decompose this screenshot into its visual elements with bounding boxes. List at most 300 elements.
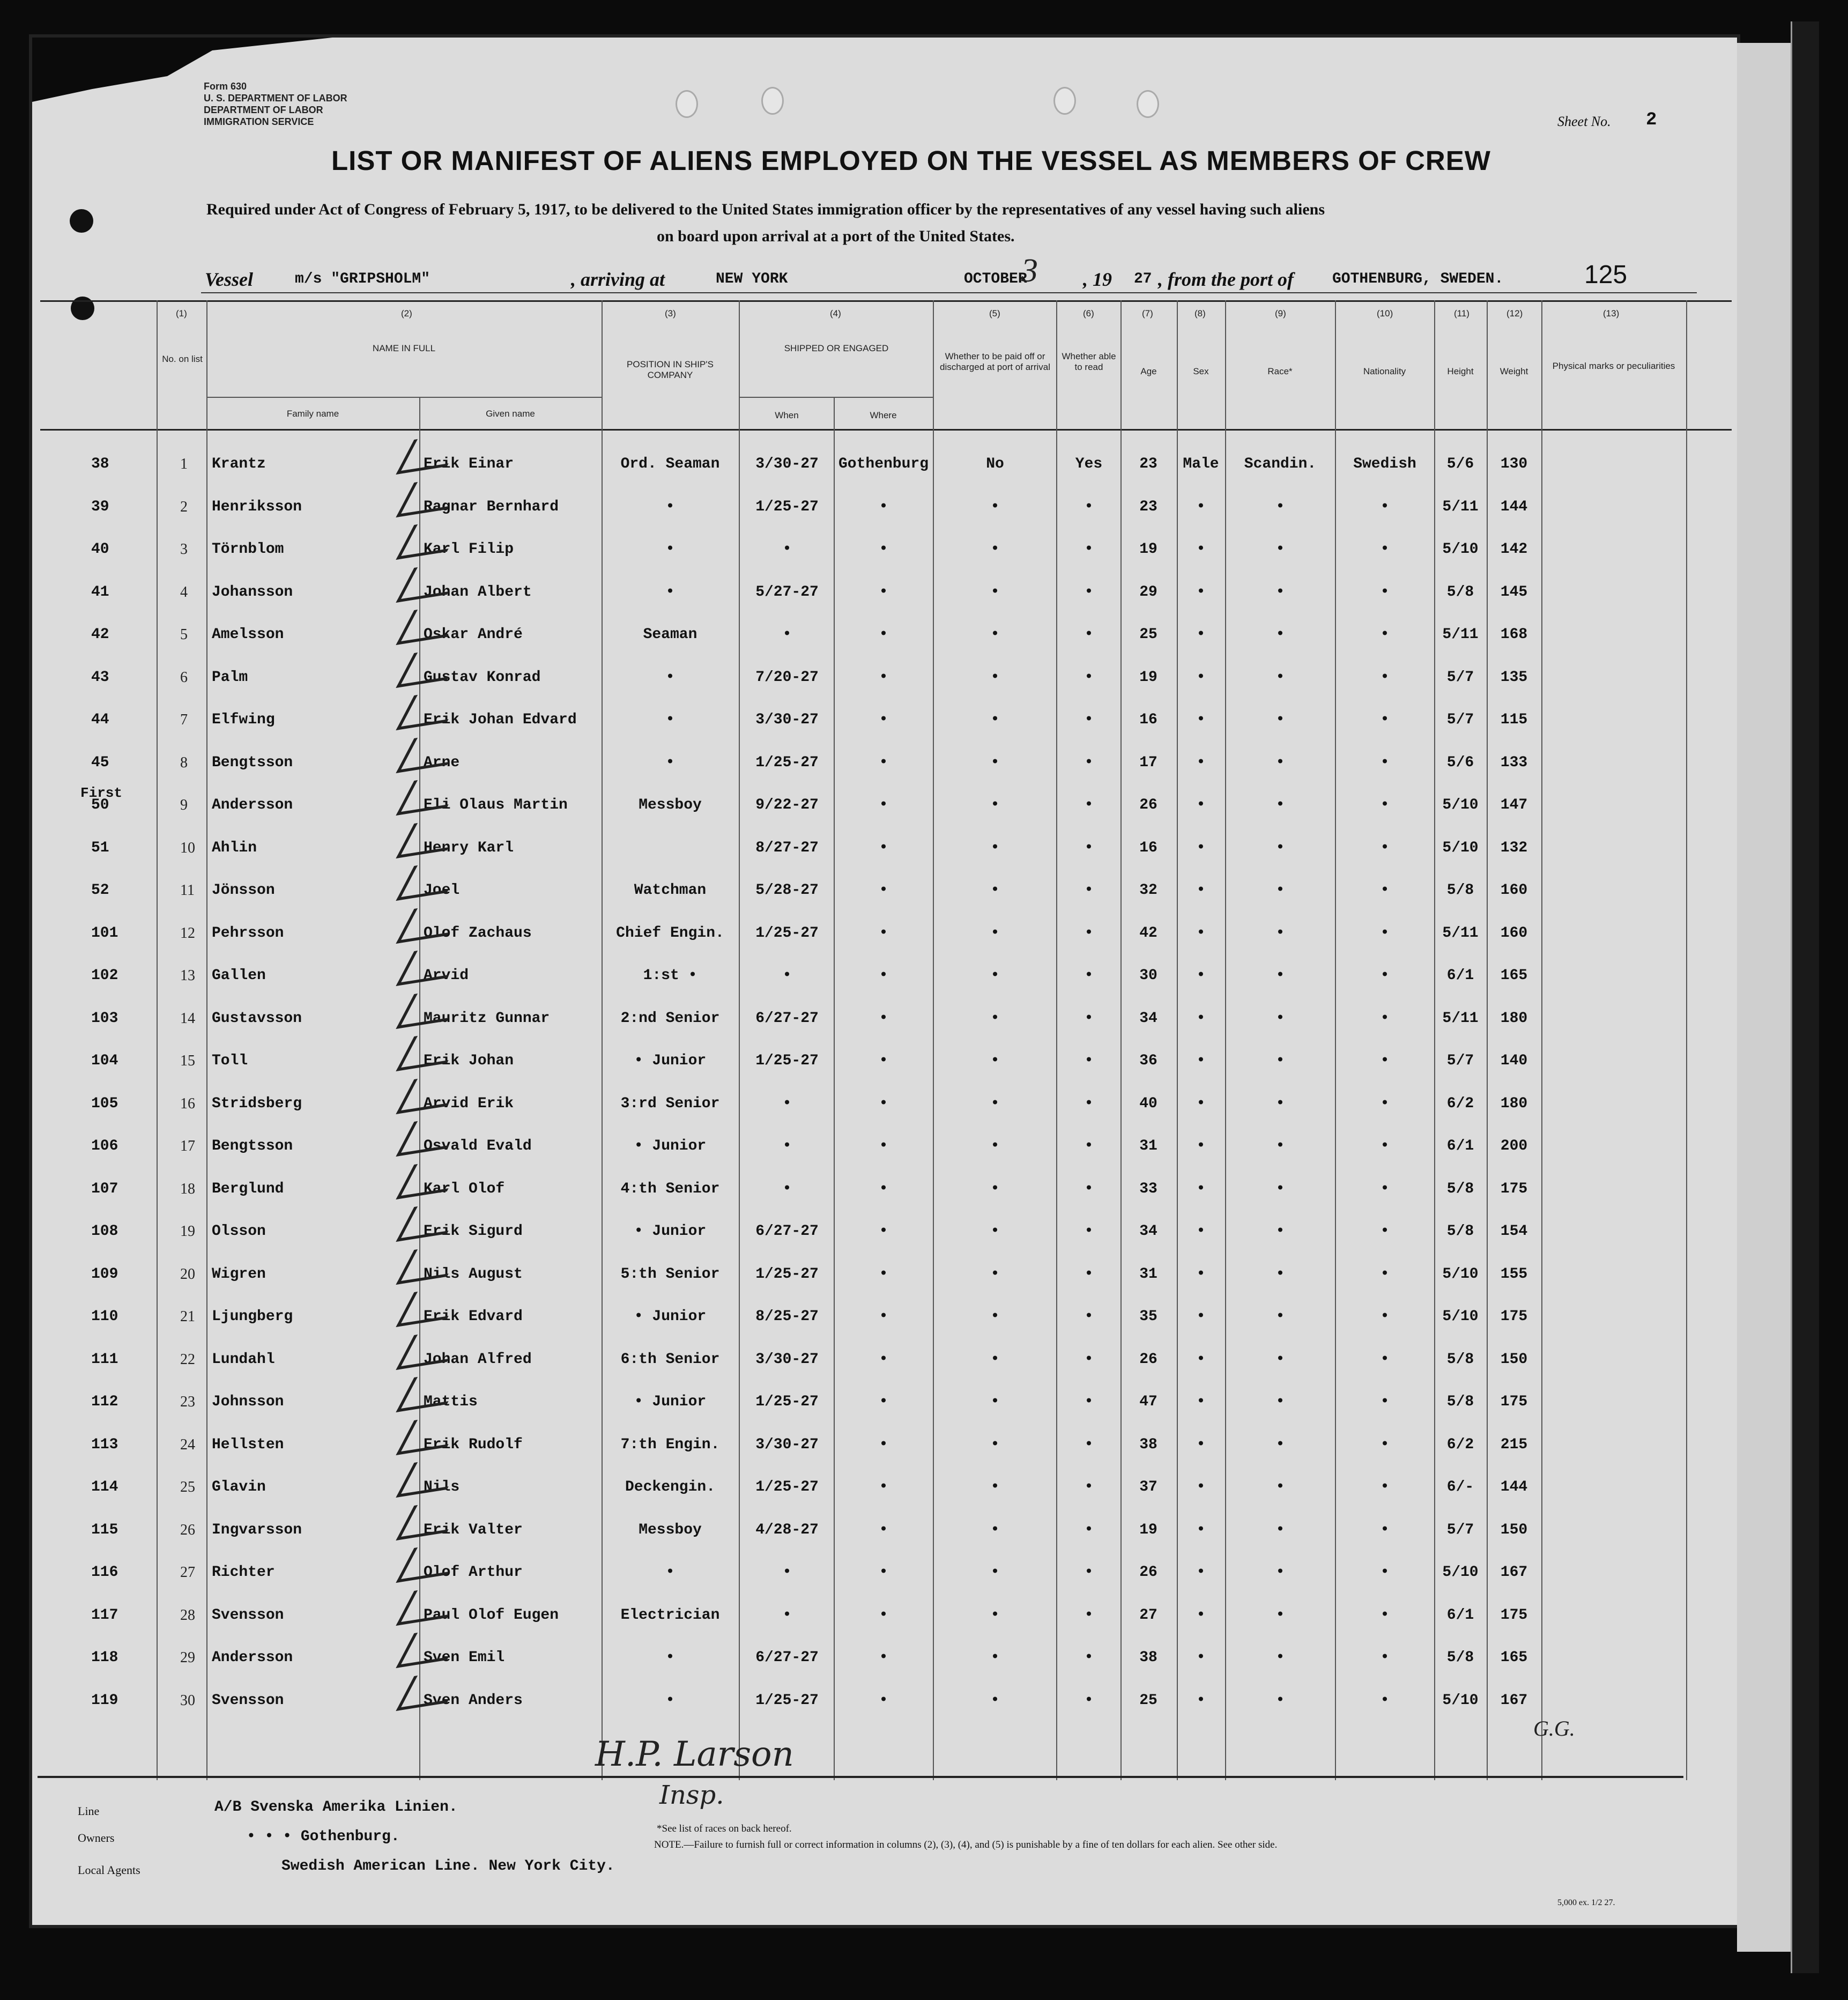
cell-margin-number: 51 [91, 839, 109, 856]
cell-age: 32 [1139, 882, 1157, 899]
cell-given-name: Erik Valter [424, 1521, 523, 1538]
cell-position: 6:th Senior [620, 1351, 720, 1368]
cell-able-to-read: • [1084, 669, 1094, 686]
cell-margin-number: 39 [91, 498, 109, 515]
cell-weight: 200 [1500, 1138, 1528, 1154]
cell-paid-off: • [990, 583, 1000, 601]
cell-position: • Junior [634, 1394, 707, 1410]
cell-shipped-when: 6/27-27 [755, 1223, 819, 1240]
cell-race: • [1275, 1053, 1285, 1069]
cell-shipped-where: • [879, 1692, 888, 1709]
cell-margin-number: 45 [91, 754, 109, 771]
cell-weight: 150 [1500, 1521, 1528, 1538]
cell-height: 5/11 [1442, 1010, 1479, 1027]
cell-shipped-when: 1/25-27 [755, 1692, 819, 1709]
cell-weight: 160 [1500, 882, 1528, 899]
cell-age: 26 [1139, 1564, 1157, 1581]
cell-given-name: Arvid [424, 967, 469, 984]
cell-race: • [1275, 1564, 1285, 1581]
cell-position: Chief Engin. [616, 924, 724, 942]
cell-able-to-read: • [1084, 1095, 1094, 1112]
cell-shipped-where: • [879, 669, 888, 686]
cell-weight: 175 [1500, 1308, 1528, 1325]
cell-shipped-when: 3/30-27 [755, 1436, 819, 1453]
cell-able-to-read: • [1084, 924, 1094, 942]
cell-nationality: • [1380, 797, 1390, 813]
cell-family-name: Krantz [212, 456, 266, 472]
cell-height: 5/7 [1446, 669, 1474, 686]
cell-paid-off: • [990, 1692, 1000, 1709]
cell-race: • [1275, 1223, 1285, 1240]
cell-sex: • [1196, 669, 1206, 686]
cell-family-name: Richter [212, 1564, 275, 1581]
cell-weight: 175 [1500, 1606, 1528, 1624]
cell-shipped-when: • [782, 1180, 792, 1197]
cell-position: Deckengin. [625, 1479, 716, 1495]
cell-able-to-read: • [1084, 1351, 1094, 1368]
cell-weight: 155 [1500, 1265, 1528, 1283]
cell-position: • [665, 712, 675, 728]
cell-sex: • [1196, 924, 1206, 942]
cell-paid-off: • [990, 754, 1000, 771]
sheet-number: 2 [1646, 110, 1657, 130]
cell-shipped-where: • [879, 882, 888, 899]
cell-age: 35 [1139, 1308, 1157, 1325]
cell-family-name: Bengtsson [212, 1138, 293, 1154]
cell-shipped-when: 7/20-27 [755, 669, 819, 686]
cell-weight: 175 [1500, 1180, 1528, 1197]
cell-given-name: Nils August [424, 1265, 523, 1283]
cell-nationality: • [1380, 712, 1390, 728]
cell-shipped-where: • [879, 839, 888, 856]
table-row [0, 1351, 1848, 1393]
table-row [0, 797, 1848, 839]
cell-nationality: • [1380, 967, 1390, 984]
cell-shipped-where: • [879, 797, 888, 813]
cell-given-name: Karl Olof [424, 1180, 505, 1197]
table-row [0, 1436, 1848, 1478]
cell-height: 5/10 [1442, 1308, 1479, 1325]
cell-given-name: Erik Johan [424, 1053, 514, 1069]
cell-able-to-read: • [1084, 797, 1094, 813]
cell-position: Watchman [634, 882, 707, 899]
cell-position: • [665, 1649, 675, 1666]
cell-height: 5/8 [1446, 882, 1474, 899]
cell-position: • Junior [634, 1053, 707, 1069]
cell-race: • [1275, 967, 1285, 984]
cell-sex: • [1196, 1564, 1206, 1581]
cell-paid-off: • [990, 882, 1000, 899]
header-able-to-read: Whether able to read [1062, 351, 1116, 372]
col-num-4: (4) [830, 308, 841, 318]
cell-race: • [1275, 1436, 1285, 1453]
cell-shipped-where: • [879, 1606, 888, 1624]
cell-line-number: 2 [180, 498, 188, 515]
cell-nationality: • [1380, 1649, 1390, 1666]
cell-height: 5/6 [1446, 754, 1474, 771]
table-row [0, 1138, 1848, 1180]
cell-shipped-where: • [879, 541, 888, 558]
cell-given-name: Henry Karl [424, 839, 514, 856]
table-row [0, 1308, 1848, 1350]
page-title: LIST OR MANIFEST OF ALIENS EMPLOYED ON THE VESSEL AS MEMBERS OF CREW [331, 145, 1491, 176]
cell-able-to-read: • [1084, 1138, 1094, 1154]
cell-weight: 115 [1500, 712, 1528, 728]
cell-paid-off: • [990, 1223, 1000, 1240]
cell-sex: • [1196, 1394, 1206, 1410]
cell-margin-number: 44 [91, 712, 109, 728]
cell-margin-number: 118 [91, 1649, 118, 1666]
cell-family-name: Svensson [212, 1692, 284, 1709]
cell-given-name: Johan Albert [424, 583, 532, 601]
cell-paid-off: • [990, 797, 1000, 813]
cell-given-name: Erik Rudolf [424, 1436, 523, 1453]
cell-shipped-when: 6/27-27 [755, 1649, 819, 1666]
cell-sex: • [1196, 1351, 1206, 1368]
cell-paid-off: • [990, 1394, 1000, 1410]
cell-race: • [1275, 1351, 1285, 1368]
cell-sex: • [1196, 1265, 1206, 1283]
cell-age: 19 [1139, 1521, 1157, 1538]
table-row [0, 584, 1848, 626]
cell-nationality: • [1380, 1606, 1390, 1624]
cell-weight: 165 [1500, 1649, 1528, 1666]
cell-age: 36 [1139, 1053, 1157, 1069]
cell-family-name: Berglund [212, 1180, 284, 1197]
cell-race: • [1275, 754, 1285, 771]
col-num-8: (8) [1194, 308, 1206, 318]
stamp-number: 125 [1584, 261, 1628, 289]
table-row [0, 712, 1848, 753]
inspector-title: Insp. [659, 1780, 724, 1810]
owners-value: • • • Gothenburg. [247, 1828, 400, 1845]
cell-paid-off: • [990, 1095, 1000, 1112]
cell-line-number: 12 [180, 924, 195, 942]
cell-weight: 150 [1500, 1351, 1528, 1368]
cell-paid-off: • [990, 1606, 1000, 1624]
table-bottom-rule [38, 1776, 1683, 1778]
cell-margin-number: 104 [91, 1053, 118, 1069]
cell-sex: • [1196, 1308, 1206, 1325]
cell-margin-number: 109 [91, 1265, 118, 1283]
cell-line-number: 9 [180, 797, 188, 813]
cell-margin-number: 52 [91, 882, 109, 899]
cell-nationality: • [1380, 1180, 1390, 1197]
cell-sex: • [1196, 797, 1206, 813]
table-row [0, 1181, 1848, 1223]
cell-paid-off: • [990, 1436, 1000, 1453]
cell-age: 33 [1139, 1180, 1157, 1197]
cell-family-name: Johansson [212, 583, 293, 601]
table-row [0, 1649, 1848, 1691]
cell-shipped-when: • [782, 1095, 792, 1112]
cell-able-to-read: • [1084, 1436, 1094, 1453]
cell-age: 31 [1139, 1265, 1157, 1283]
cell-age: 16 [1139, 839, 1157, 856]
cell-position: • [665, 754, 675, 771]
cell-race: • [1275, 1394, 1285, 1410]
table-row [0, 541, 1848, 583]
table-row [0, 1095, 1848, 1137]
cell-shipped-when: 1/25-27 [755, 924, 819, 942]
margin-note: First [80, 785, 123, 801]
cell-position: Messboy [639, 797, 702, 813]
cell-race: • [1275, 1308, 1285, 1325]
cell-position: • [665, 1692, 675, 1709]
cell-given-name: Sven Anders [424, 1692, 523, 1709]
cell-family-name: Jönsson [212, 882, 275, 899]
col-num-5: (5) [989, 308, 1000, 318]
cell-family-name: Pehrsson [212, 924, 284, 942]
cell-margin-number: 101 [91, 924, 118, 942]
cell-line-number: 3 [180, 541, 188, 558]
punch-hole [1137, 90, 1159, 118]
cell-given-name: Erik Edvard [424, 1308, 523, 1325]
cell-shipped-where: • [879, 1053, 888, 1069]
cell-margin-number: 116 [91, 1564, 118, 1581]
cell-shipped-where: • [879, 754, 888, 771]
cell-nationality: • [1380, 1479, 1390, 1495]
cell-race: • [1275, 1692, 1285, 1709]
cell-margin-number: 111 [91, 1351, 118, 1368]
cell-age: 34 [1139, 1223, 1157, 1240]
department-line: U. S. DEPARTMENT OF LABOR [204, 93, 347, 103]
cell-family-name: Lundahl [212, 1351, 275, 1368]
cell-sex: • [1196, 1053, 1206, 1069]
cell-nationality: • [1380, 541, 1390, 558]
cell-height: 5/8 [1446, 1394, 1474, 1410]
arrival-month: OCTOBER [964, 271, 1027, 287]
cell-family-name: Palm [212, 669, 248, 686]
cell-margin-number: 42 [91, 626, 109, 643]
cell-age: 17 [1139, 754, 1157, 771]
cell-height: 6/1 [1446, 1138, 1474, 1154]
header-given-name: Given name [486, 409, 535, 419]
cell-given-name: Mauritz Gunnar [424, 1010, 550, 1027]
table-header-rule [40, 429, 1732, 431]
cell-line-number: 13 [180, 967, 195, 984]
cell-age: 38 [1139, 1649, 1157, 1666]
sheet-number-label: Sheet No. [1557, 114, 1611, 129]
cell-race: • [1275, 1265, 1285, 1283]
cell-family-name: Törnblom [212, 541, 284, 558]
header-physical-marks: Physical marks or peculiarities [1552, 361, 1675, 371]
line-label: Line [78, 1804, 100, 1818]
cell-given-name: Erik Johan Edvard [424, 712, 577, 728]
cell-position: • Junior [634, 1308, 707, 1325]
header-when: When [775, 410, 799, 420]
cell-age: 25 [1139, 1692, 1157, 1709]
cell-paid-off: • [990, 1138, 1000, 1154]
cell-height: 5/8 [1446, 583, 1474, 601]
cell-race: • [1275, 541, 1285, 558]
cell-shipped-when: 9/22-27 [755, 797, 819, 813]
cell-able-to-read: • [1084, 1010, 1094, 1027]
cell-weight: 147 [1500, 797, 1528, 813]
table-row [0, 1266, 1848, 1308]
cell-able-to-read: • [1084, 583, 1094, 601]
cell-able-to-read: • [1084, 1053, 1094, 1069]
cell-shipped-where: • [879, 924, 888, 942]
cell-family-name: Gustavsson [212, 1010, 302, 1027]
cell-race: • [1275, 498, 1285, 515]
table-row [0, 669, 1848, 711]
inspector-signature: H.P. Larson [595, 1735, 794, 1774]
cell-shipped-when: • [782, 1564, 792, 1581]
cell-race: • [1275, 712, 1285, 728]
cell-weight: 133 [1500, 754, 1528, 771]
cell-shipped-when: • [782, 967, 792, 984]
cell-race: • [1275, 1138, 1285, 1154]
header-position: POSITION IN SHIP'S COMPANY [627, 359, 714, 380]
cell-nationality: • [1380, 1010, 1390, 1027]
header-name-in-full: NAME IN FULL [372, 343, 436, 353]
cell-paid-off: • [990, 1649, 1000, 1666]
cell-shipped-where: Gothenburg [838, 456, 929, 472]
table-row [0, 1479, 1848, 1521]
cell-margin-number: 119 [91, 1692, 118, 1709]
form-header [204, 80, 347, 128]
cell-height: 5/10 [1442, 1692, 1479, 1709]
cell-race: • [1275, 1479, 1285, 1495]
cell-family-name: Ljungberg [212, 1308, 293, 1325]
cell-shipped-where: • [879, 1180, 888, 1197]
line-value: A/B Svenska Amerika Linien. [214, 1799, 458, 1816]
cell-given-name: Mattis [424, 1394, 478, 1410]
cell-margin-number: 106 [91, 1138, 118, 1154]
cell-shipped-when: 1/25-27 [755, 1265, 819, 1283]
cell-race: • [1275, 1649, 1285, 1666]
cell-nationality: • [1380, 1138, 1390, 1154]
cell-sex: • [1196, 1180, 1206, 1197]
cell-margin-number: 105 [91, 1095, 118, 1112]
cell-height: 5/11 [1442, 626, 1479, 643]
cell-sex: • [1196, 1223, 1206, 1240]
cell-shipped-where: • [879, 1308, 888, 1325]
cell-able-to-read: • [1084, 626, 1094, 643]
cell-line-number: 6 [180, 669, 188, 686]
cell-margin-number: 43 [91, 669, 109, 686]
penalty-note: NOTE.—Failure to furnish full or correct information in columns (2), (3), (4), and (5) is punishable by a fine of ten dollars for each alien. See other side. [654, 1839, 1278, 1850]
col-num-10: (10) [1377, 308, 1393, 318]
table-row [0, 1522, 1848, 1564]
cell-sex: • [1196, 498, 1206, 515]
service-line: IMMIGRATION SERVICE [204, 116, 314, 127]
cell-paid-off: • [990, 967, 1000, 984]
cell-given-name: Ragnar Bernhard [424, 498, 559, 515]
cell-margin-number: 107 [91, 1180, 118, 1197]
cell-line-number: 4 [180, 583, 188, 601]
cell-race: • [1275, 882, 1285, 899]
cell-nationality: • [1380, 882, 1390, 899]
vessel-value: m/s "GRIPSHOLM" [295, 271, 431, 287]
cell-height: 6/2 [1446, 1095, 1474, 1112]
cell-nationality: • [1380, 1436, 1390, 1453]
table-row [0, 882, 1848, 924]
cell-shipped-where: • [879, 1265, 888, 1283]
cell-shipped-when: 5/28-27 [755, 882, 819, 899]
cell-height: 5/8 [1446, 1223, 1474, 1240]
cell-shipped-where: • [879, 1138, 888, 1154]
cell-nationality: • [1380, 754, 1390, 771]
cell-shipped-where: • [879, 1521, 888, 1538]
cell-nationality: • [1380, 1308, 1390, 1325]
cell-shipped-where: • [879, 626, 888, 643]
cell-height: 6/1 [1446, 1606, 1474, 1624]
cell-race: • [1275, 1521, 1285, 1538]
cell-paid-off: • [990, 1521, 1000, 1538]
year-prefix: , 19 [1083, 269, 1112, 290]
cell-given-name: Johan Alfred [424, 1351, 532, 1368]
table-row [0, 1564, 1848, 1606]
cell-race: • [1275, 1180, 1285, 1197]
cell-able-to-read: • [1084, 712, 1094, 728]
cell-race: • [1275, 583, 1285, 601]
cell-paid-off: • [990, 541, 1000, 558]
header-family-name: Family name [286, 409, 339, 419]
cell-line-number: 10 [180, 839, 195, 856]
cell-line-number: 20 [180, 1265, 195, 1283]
cell-nationality: • [1380, 1223, 1390, 1240]
cell-given-name: Olof Zachaus [424, 924, 532, 942]
cell-sex: • [1196, 1521, 1206, 1538]
cell-family-name: Amelsson [212, 626, 284, 643]
cell-position: • [665, 1564, 675, 1581]
form-number: Form 630 [204, 81, 247, 92]
cell-able-to-read: • [1084, 1180, 1094, 1197]
cell-margin-number: 41 [91, 583, 109, 601]
cell-able-to-read: • [1084, 1521, 1094, 1538]
cell-line-number: 30 [180, 1692, 195, 1709]
cell-height: 6/1 [1446, 967, 1474, 984]
cell-paid-off: • [990, 669, 1000, 686]
cell-able-to-read: • [1084, 754, 1094, 771]
cell-line-number: 28 [180, 1606, 195, 1624]
agents-value: Swedish American Line. New York City. [281, 1858, 615, 1875]
cell-race: • [1275, 669, 1285, 686]
cell-position: 4:th Senior [620, 1180, 720, 1197]
cell-line-number: 17 [180, 1138, 195, 1154]
cell-line-number: 19 [180, 1223, 195, 1240]
arriving-value: NEW YORK [716, 271, 788, 287]
cell-given-name: Gustav Konrad [424, 669, 541, 686]
cell-line-number: 24 [180, 1436, 195, 1453]
cell-margin-number: 38 [91, 456, 109, 472]
cell-line-number: 14 [180, 1010, 195, 1027]
col-num-12: (12) [1506, 308, 1523, 318]
print-code: 5,000 ex. 1/2 27. [1557, 1898, 1615, 1907]
cell-given-name: Karl Filip [424, 541, 514, 558]
cell-line-number: 11 [180, 882, 195, 899]
cell-height: 5/10 [1442, 839, 1479, 856]
cell-line-number: 16 [180, 1095, 195, 1112]
cell-height: 6/- [1446, 1479, 1474, 1495]
cell-position: Messboy [639, 1521, 702, 1538]
cell-paid-off: • [990, 1308, 1000, 1325]
cell-nationality: • [1380, 498, 1390, 515]
table-row [0, 840, 1848, 882]
cell-shipped-where: • [879, 1479, 888, 1495]
shipped-subrule [740, 397, 933, 398]
cell-given-name: Joel [424, 882, 460, 899]
cell-shipped-where: • [879, 1394, 888, 1410]
cell-nationality: • [1380, 1521, 1390, 1538]
cell-position: Seaman [643, 626, 697, 643]
cell-able-to-read: • [1084, 1564, 1094, 1581]
cell-sex: • [1196, 1606, 1206, 1624]
cell-family-name: Bengtsson [212, 754, 293, 771]
cell-line-number: 21 [180, 1308, 195, 1325]
